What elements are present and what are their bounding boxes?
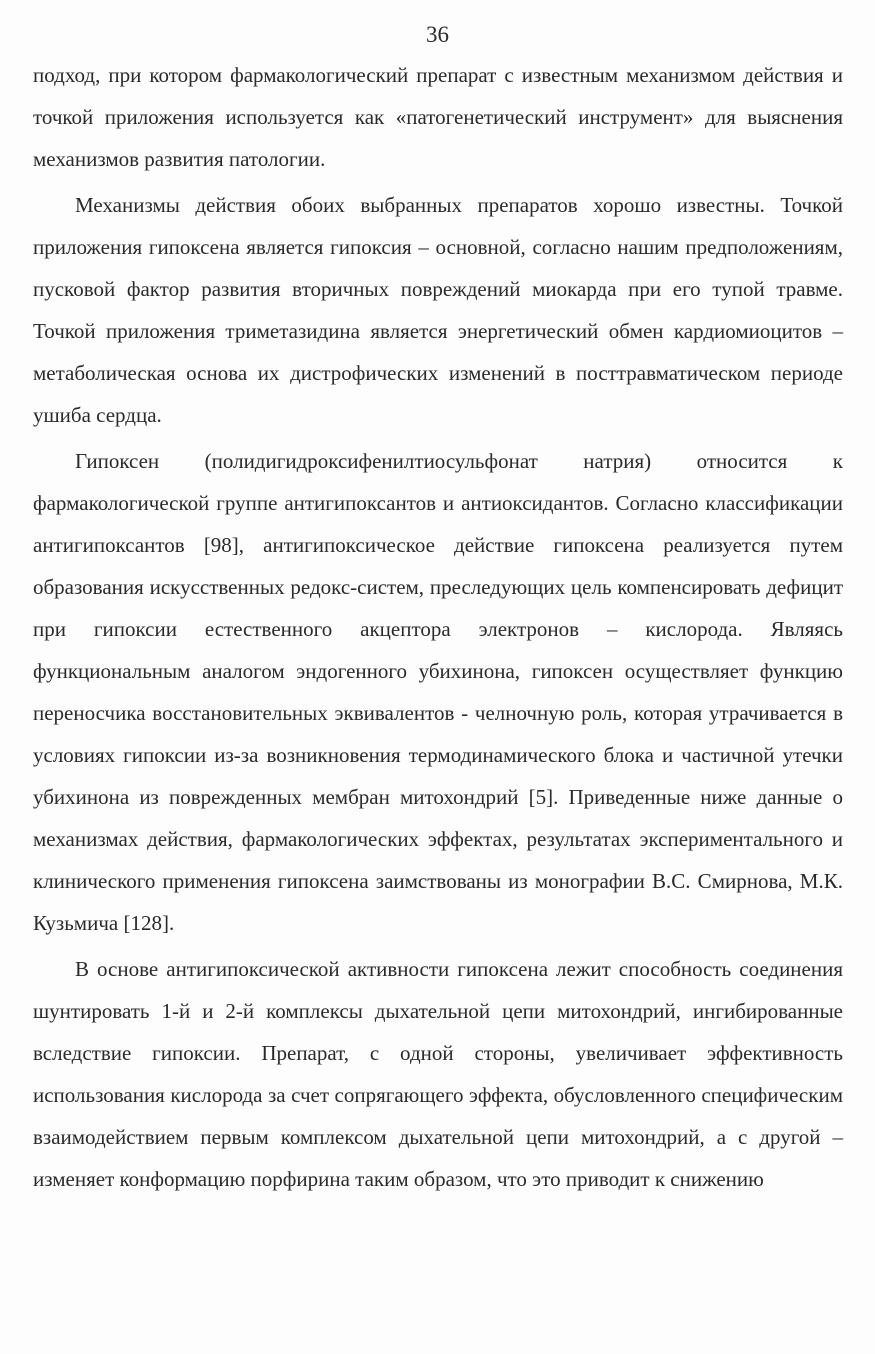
page-number: 36 (426, 22, 449, 47)
paragraph-3: Гипоксен (полидигидроксифенилтиосульфонат натрия) относится к фармакологической группе антигипоксантов и антиоксидантов. Согласно классификации антигипоксантов [98], антигипоксическое действие гипоксена реализуется путем образования искусственных редокс-систем, преследующих цель компенсировать дефицит при гипоксии естественного акцептора электронов – кислорода. Являясь функциональным аналогом эндогенного убихинона, гипоксен осуществляет функцию переносчика восстановительных эквивалентов - челночную роль, которая утрачивается в условиях гипоксии из-за возникновения термодинамического блока и частичной утечки убихинона из поврежденных мембран митохондрий [5]. Приведенные ниже данные о механизмах действия, фармакологических эффектах, результатах экспериментального и клинического применения гипоксена заимствованы из монографии В.С. Смирнова, М.К. Кузьмича [128]. (33, 449, 843, 935)
paragraph-1: подход, при котором фармакологический препарат с известным механизмом действия и точкой приложения используется как «патогенетический инструмент» для выяснения механизмов развития патологии. (33, 63, 843, 171)
body-text (33, 54, 843, 1200)
paragraph-4: В основе антигипоксической активности гипоксена лежит способность соединения шунтировать 1-й и 2-й комплексы дыхательной цепи митохондрий, ингибированные вследствие гипоксии. Препарат, с одной стороны, увеличивает эффективность использования кислорода за счет сопрягающего эффекта, обусловленного специфическим взаимодействием первым комплексом дыхательной цепи митохондрий, а с другой – изменяет конформацию порфирина таким образом, что это приводит к снижению (33, 957, 843, 1191)
paragraph-2: Механизмы действия обоих выбранных препаратов хорошо известны. Точкой приложения гипоксена является гипоксия – основной, согласно нашим предположениям, пусковой фактор развития вторичных повреждений миокарда при его тупой травме. Точкой приложения триметазидина является энергетический обмен кардиомиоцитов – метаболическая основа их дистрофических изменений в посттравматическом периоде ушиба сердца. (33, 193, 843, 427)
